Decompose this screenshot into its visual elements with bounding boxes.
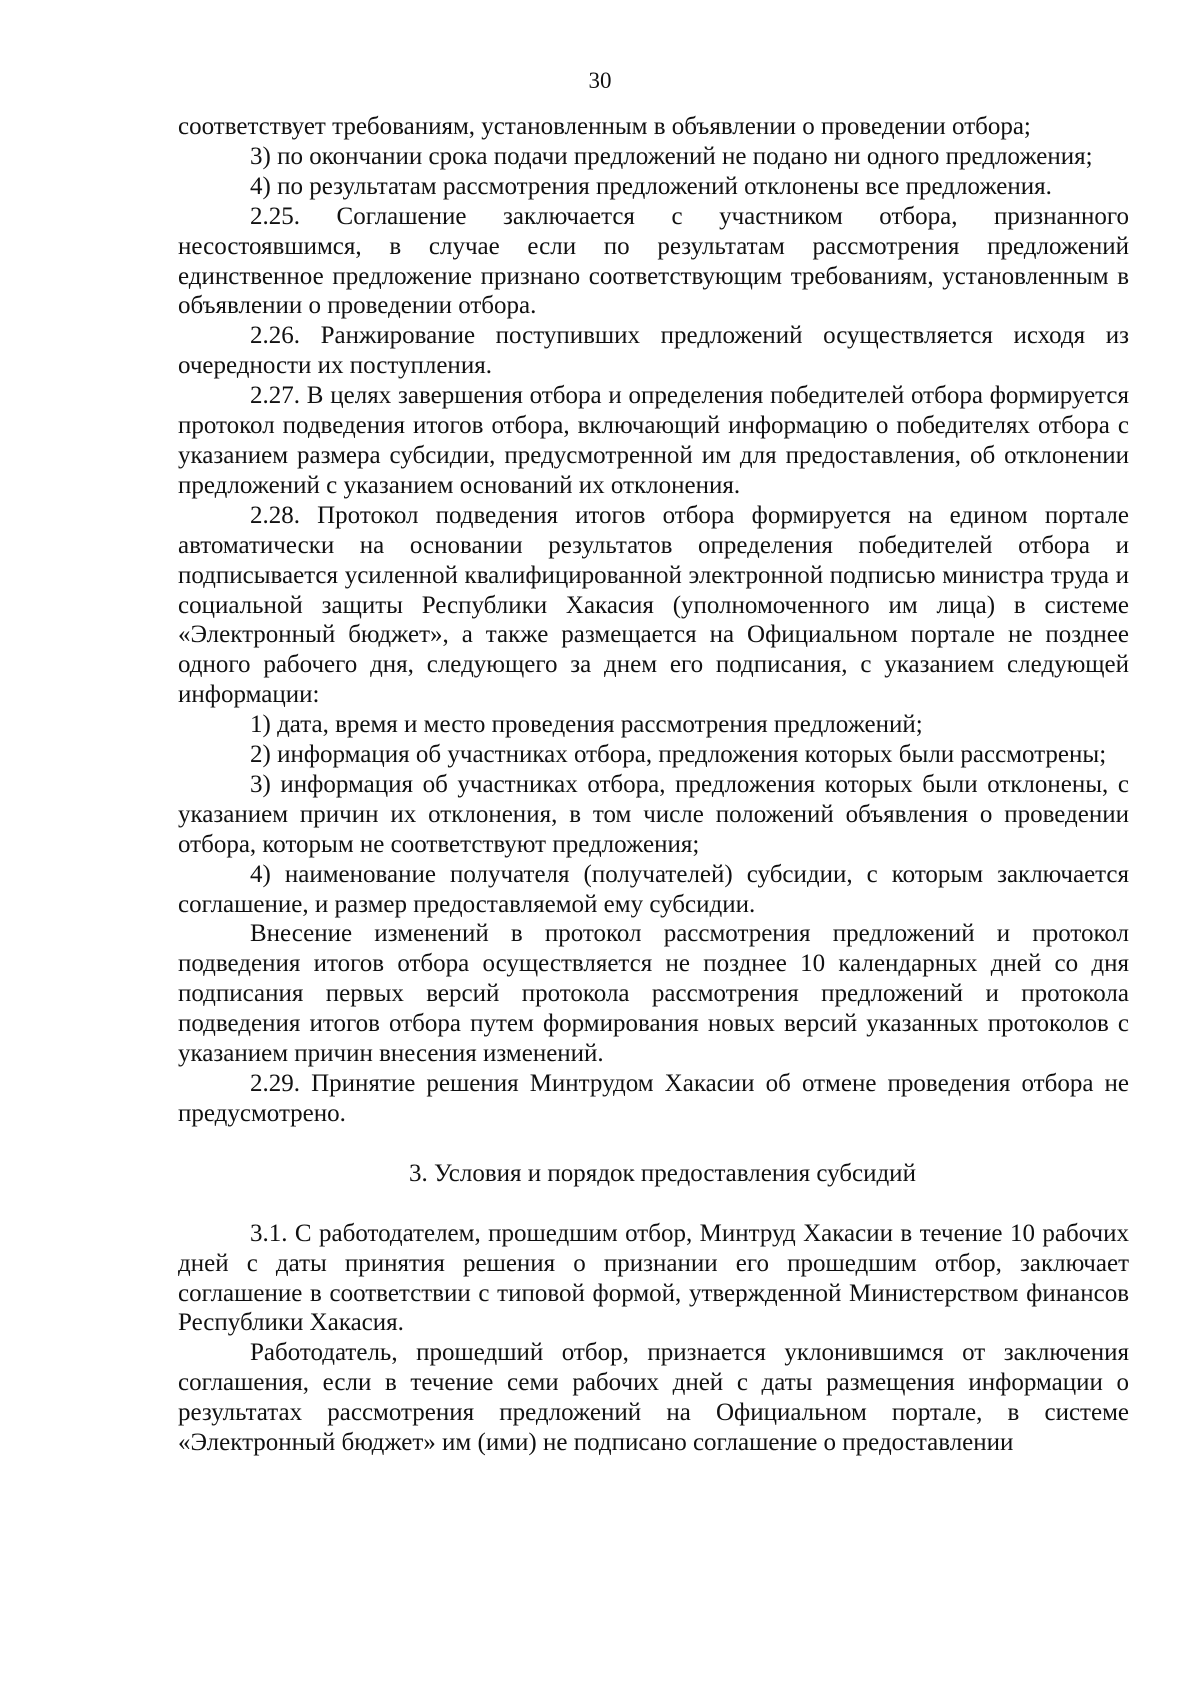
paragraph: 3) информация об участниках отбора, предложения которых были отклонены, с указанием причин их отклонения, в том числе положений объявления о проведении отбора, которым не соответствуют предложения; (178, 770, 1129, 858)
document-body (178, 112, 1129, 1458)
paragraph: 4) по результатам рассмотрения предложений отклонены все предложения. (250, 172, 1052, 200)
paragraph: 1) дата, время и место проведения рассмотрения предложений; (250, 711, 923, 739)
paragraph: 3) по окончании срока подачи предложений не подано ни одного предложения; (250, 142, 1093, 170)
paragraph: Внесение изменений в протокол рассмотрения предложений и протокол подведения итогов отбора осуществляется не позднее 10 календарных дней со дня подписания первых версий протокола рассмотрения предложений и протокола подведения итогов отбора путем формирования новых версий указанных протоколов с указанием причин внесения изменений. (178, 920, 1129, 1068)
paragraph: 2.29. Принятие решения Минтрудом Хакасии об отмене проведения отбора не предусмотрено. (178, 1070, 1129, 1127)
paragraph: 2.25. Соглашение заключается с участником отбора, признанного несостоявшимся, в случае если по результатам рассмотрения предложений единственное предложение признано соответствующим требованиям, установленным в объявлении о проведении отбора. (178, 202, 1129, 320)
paragraph: 2.26. Ранжирование поступивших предложений осуществляется исходя из очередности их поступления. (178, 322, 1129, 380)
paragraph: 2.27. В целях завершения отбора и определения победителей отбора формируется протокол подведения итогов отбора, включающий информацию о победителях отбора с указанием размера субсидии, предусмотренной им для предоставления, об отклонении предложений с указанием оснований их отклонения. (178, 382, 1129, 499)
paragraph: 2) информация об участниках отбора, предложения которых были рассмотрены; (250, 741, 1107, 769)
paragraph: 4) наименование получателя (получателей) субсидии, с которым заключается соглашение, и размер предоставляемой ему субсидии. (178, 860, 1129, 918)
paragraph: 2.28. Протокол подведения итогов отбора формируется на едином портале автоматически на основании результатов определения победителей отбора и подписывается усиленной квалифицированной электронной подписью министра труда и социальной защиты Республики Хакасия (уполномоченного им лица) в системе «Электронный бюджет», а также размещается на Официальном портале не позднее одного рабочего дня, следующего за днем его подписания, с указанием следующей информации: (178, 501, 1129, 709)
paragraph: 3.1. С работодателем, прошедшим отбор, Минтруд Хакасии в течение 10 рабочих дней с даты принятия решения о признании его прошедшим отбор, заключает соглашение в соответствии с типовой формой, утвержденной Министерством финансов Республики Хакасия. (178, 1219, 1129, 1337)
paragraph: Работодатель, прошедший отбор, признается уклонившимся от заключения соглашения, если в течение семи рабочих дней с даты размещения информации о результатах рассмотрения предложений на Официальном портале, в системе «Электронный бюджет» им (ими) не подписано соглашение о предоставлении (178, 1339, 1129, 1457)
paragraph: соответствует требованиям, установленным в объявлении о проведении отбора; (178, 113, 1031, 140)
section-heading: 3. Условия и порядок предоставления субсидий (409, 1159, 916, 1187)
page-number: 30 (588, 68, 612, 93)
